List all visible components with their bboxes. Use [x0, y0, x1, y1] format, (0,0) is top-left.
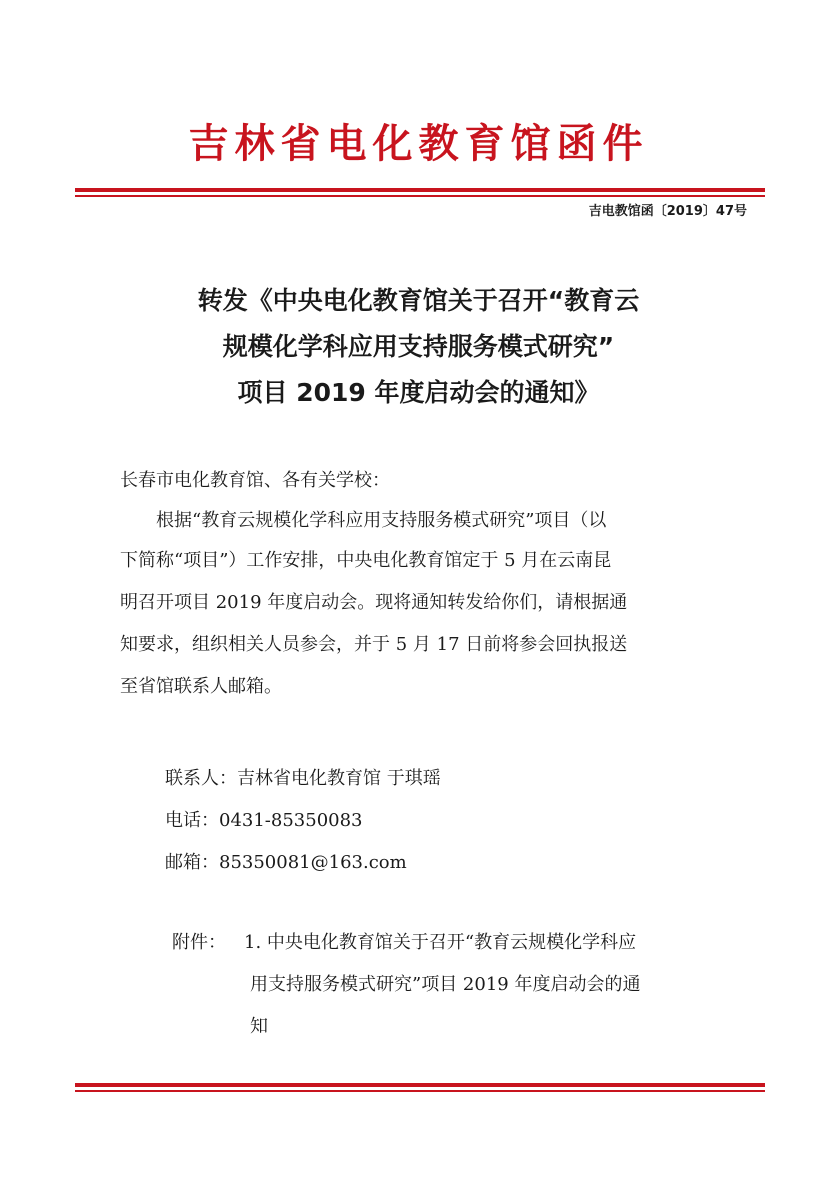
attachment-line-2: 用支持服务模式研究”项目 2019 年度启动会的通	[250, 974, 641, 995]
body-line-4: 知要求，组织相关人员参会，并于 5 月 17 日前将参会回执报送	[120, 634, 628, 655]
contact-person: 联系人：吉林省电化教育馆 于琪瑶	[165, 768, 441, 789]
letterhead-rule-thick	[75, 188, 765, 192]
contact-email: 邮箱：85350081@163.com	[165, 852, 407, 873]
body-line-2: 下简称“项目”）工作安排，中央电化教育馆定于 5 月在云南昆	[120, 550, 612, 571]
document-title	[0, 278, 837, 416]
title-line-2: 规模化学科应用支持服务模式研究”	[222, 332, 615, 361]
letterhead-rule-thin	[75, 195, 765, 197]
title-line-1: 转发《中央电化教育馆关于召开“教育云	[197, 286, 640, 315]
footer-rule-thin	[75, 1090, 765, 1092]
contact-phone: 电话：0431-85350083	[165, 810, 363, 831]
salutation: 长春市电化教育馆、各有关学校：	[120, 470, 390, 491]
letterhead-title: 吉林省电化教育馆函件	[188, 120, 649, 167]
attachment-label: 附件：	[172, 932, 226, 953]
body-line-5: 至省馆联系人邮箱。	[120, 676, 282, 697]
body-line-3: 明召开项目 2019 年度启动会。现将通知转发给你们，请根据通	[120, 592, 628, 613]
title-line-3: 项目 2019 年度启动会的通知》	[237, 378, 600, 407]
document-number: 吉电教馆函〔2019〕47号	[588, 204, 747, 219]
attachment-line-1: 1. 中央电化教育馆关于召开“教育云规模化学科应	[244, 932, 637, 953]
body-line-1: 根据“教育云规模化学科应用支持服务模式研究”项目（以	[156, 510, 607, 531]
attachment-line-3: 知	[250, 1016, 268, 1037]
footer-rule-thick	[75, 1083, 765, 1087]
